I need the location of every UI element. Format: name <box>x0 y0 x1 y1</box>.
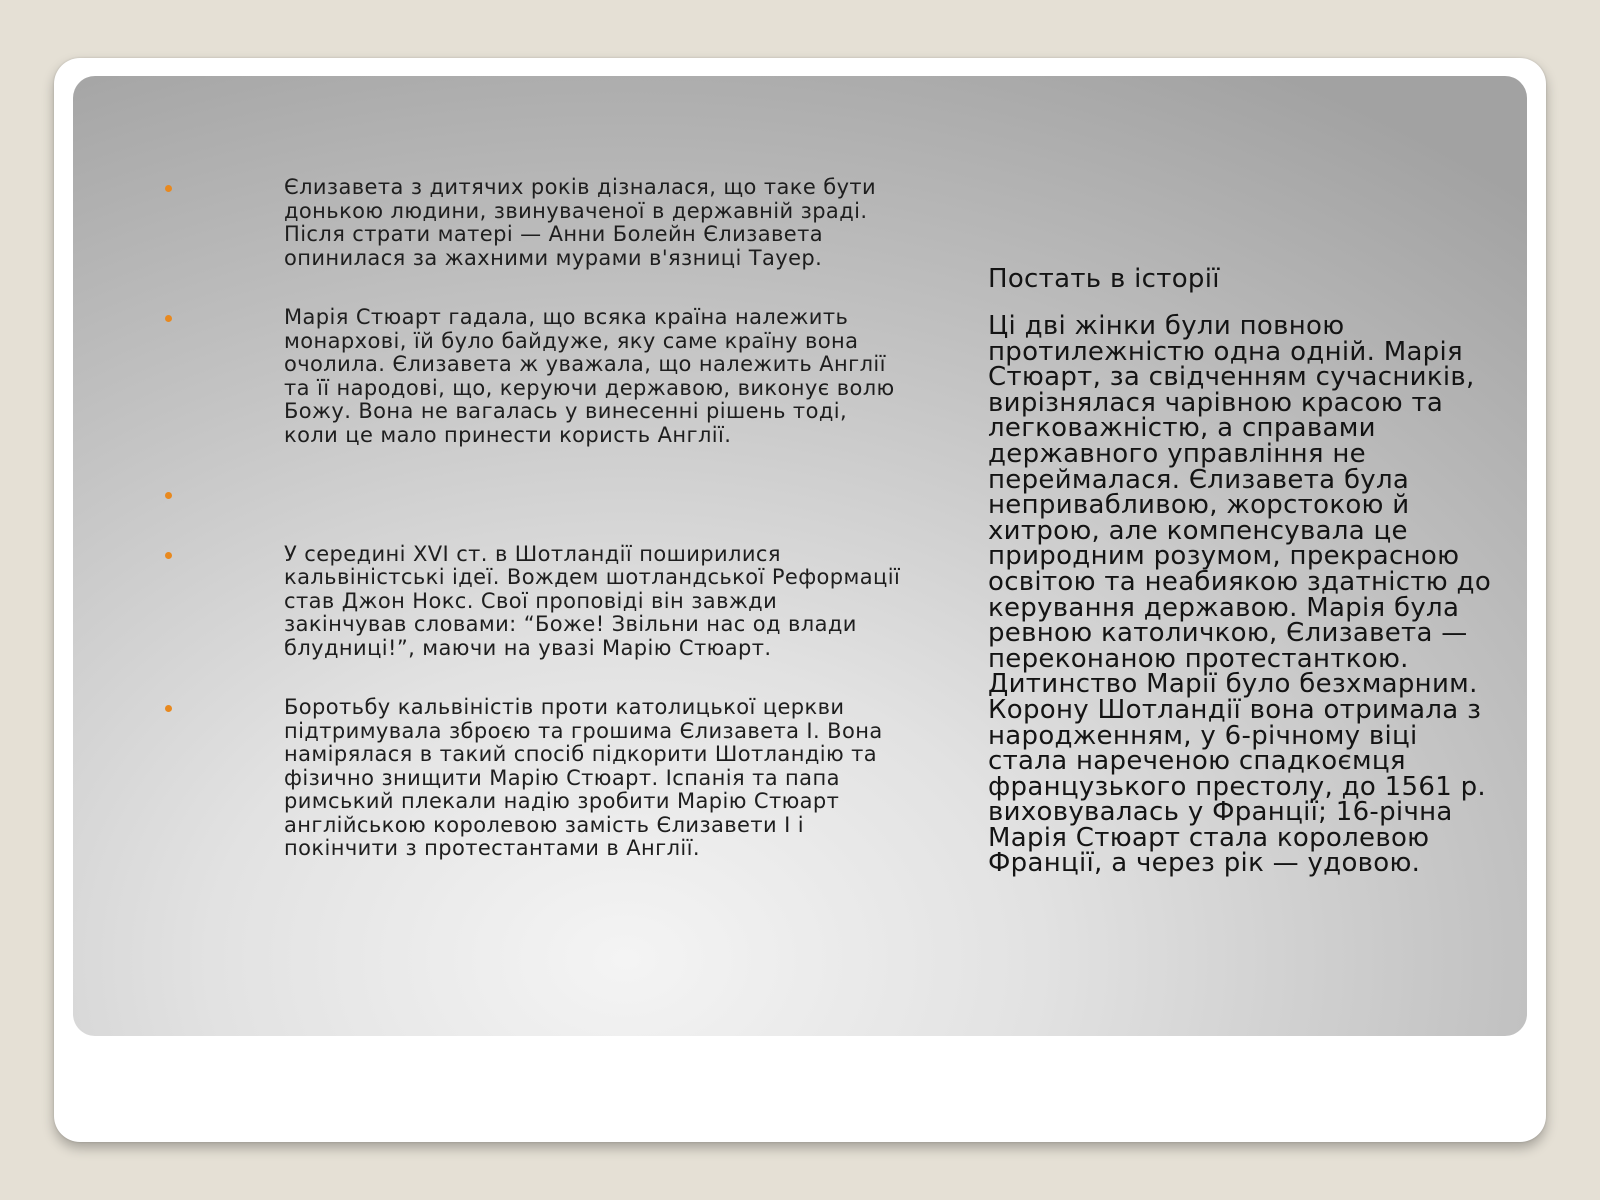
section-body: Ці дві жінки були повною протилежністю одна одній. Марія Стюарт, за свідченням сучасників, вирізнялася чарівною красою та легковажністю, а справами державного управління не переймалася. Єлизавета була непривабливою, жорстокою й хитрою, але компенсувала це природним розумом, прекрасною освітою та неабиякою здатністю до керування державою. Марія була ревною католичкою, Єлизавета — переконаною протестанткою. Дитинство Марії було безхмарним. Корону Шотландії вона отримала з народженням, у 6-річному віці стала нареченою спадкоємця французького престолу, до 1561 р. виховувалась у Франції; 16-річна Марія Стюарт стала королевою Франції, а через рік — удовою. <box>988 311 1492 879</box>
bullet-item <box>165 306 905 447</box>
bullet-text: Марія Стюарт гадала, що всяка країна належить монархові, їй було байдуже, яку саме країну вона очолила. Єлизавета ж уважала, що належить Англії та її народові, що, керуючи державою, виконує волю Божу. Вона не вагалась у винесенні рішень тоді, коли це мало принести користь Англії. <box>284 305 895 447</box>
bullet-item <box>165 483 905 507</box>
bullet-dot-icon <box>165 315 172 322</box>
content-panel <box>73 76 1527 1036</box>
bullet-text <box>284 483 905 507</box>
section-title: Постать в історії <box>988 264 1220 294</box>
bullet-item <box>165 176 905 270</box>
bullet-dot-icon <box>165 492 172 499</box>
bullet-dot-icon <box>165 185 172 192</box>
bullet-text: Боротьбу кальвіністів проти католицької церкви підтримувала зброєю та грошима Єлизавета І. Вона намірялася в такий спосіб підкорити Шотландію та фізично знищити Марію Стюарт. Іспанія та папа римський плекали надію зробити Марію Стюарт англійською королевою замість Єлизавети І і покінчити з протестантами в Англії. <box>284 695 883 860</box>
bullet-item <box>165 543 905 661</box>
bullet-dot-icon <box>165 705 172 712</box>
bullet-text: Єлизавета з дитячих років дізналася, що таке бути донькою людини, звинуваченої в державній зраді. Після страти матері — Анни Болейн Єлизавета опинилася за жахними мурами в'язниці Тауер. <box>284 175 877 270</box>
right-column <box>988 264 1498 877</box>
bullet-item <box>165 696 905 861</box>
bullet-text: У середині XVI ст. в Шотландії поширилися кальвіністські ідеї. Вождем шотландської Реформації став Джон Нокс. Свої проповіді він завжди закінчував словами: “Боже! Звільни нас од влади блудниці!”, маючи на увазі Марію Стюарт. <box>284 541 901 660</box>
bullet-list <box>165 176 905 861</box>
bullet-dot-icon <box>165 552 172 559</box>
